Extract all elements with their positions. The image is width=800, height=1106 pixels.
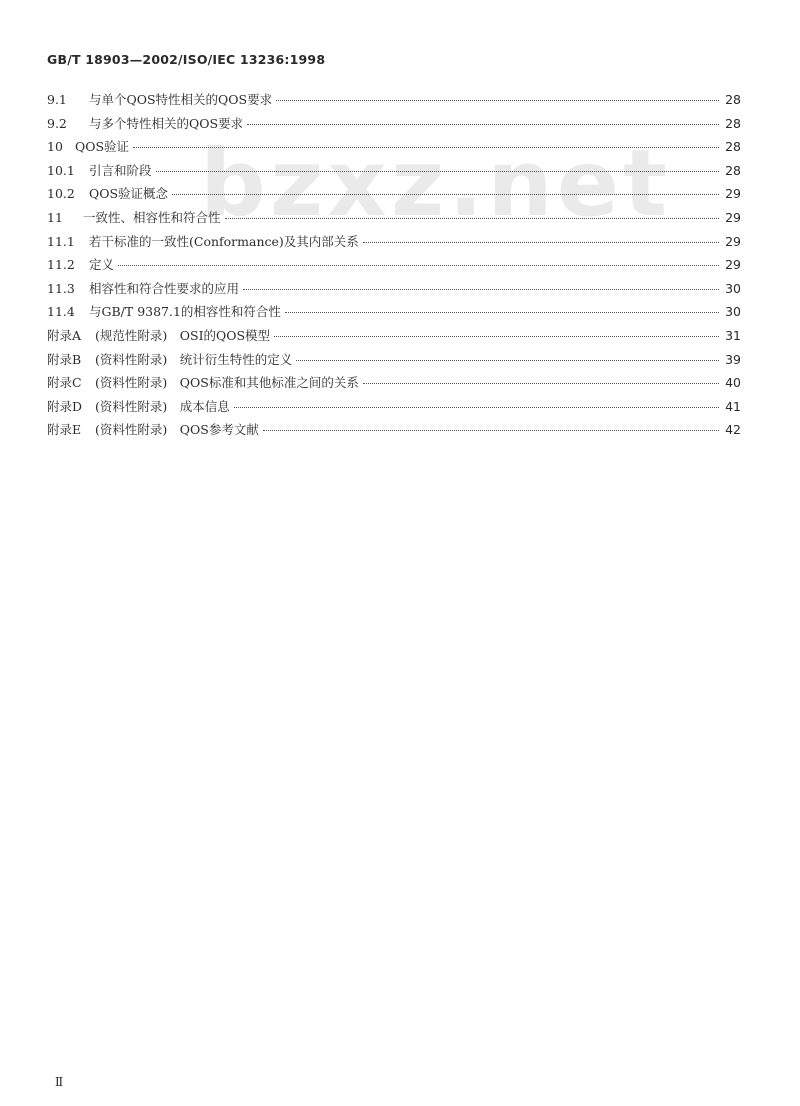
toc-leader bbox=[172, 194, 719, 195]
toc-page: 28 bbox=[725, 139, 741, 155]
toc-entry[interactable] bbox=[47, 161, 741, 185]
toc-entry[interactable] bbox=[47, 350, 741, 374]
toc-entry[interactable] bbox=[47, 326, 741, 350]
toc-leader bbox=[296, 360, 719, 361]
toc-title: 引言和阶段 bbox=[89, 162, 152, 178]
toc-entry[interactable] bbox=[47, 208, 741, 232]
toc-page: 29 bbox=[725, 257, 741, 273]
toc-title: 若干标准的一致性(Conformance)及其内部关系 bbox=[89, 233, 359, 249]
toc-page: 28 bbox=[725, 92, 741, 107]
toc-leader bbox=[363, 383, 719, 384]
toc-number: 11 bbox=[47, 209, 63, 225]
toc-title: (资料性附录) QOS标准和其他标准之间的关系 bbox=[95, 375, 359, 391]
toc-leader bbox=[243, 289, 719, 290]
toc-leader bbox=[234, 407, 719, 408]
toc-entry[interactable] bbox=[47, 373, 741, 397]
toc-leader bbox=[156, 171, 719, 172]
toc-entry[interactable] bbox=[47, 255, 741, 279]
toc-title: (资料性附录) QOS参考文献 bbox=[95, 422, 259, 438]
toc-title: 与GB/T 9387.1的相容性和符合性 bbox=[89, 304, 281, 320]
toc-number: 11.1 bbox=[47, 233, 75, 249]
toc-leader bbox=[118, 265, 719, 266]
toc-title: 与单个QOS特性相关的QOS要求 bbox=[89, 92, 273, 107]
toc-leader bbox=[225, 218, 719, 219]
toc-entry[interactable] bbox=[47, 114, 741, 138]
toc-title: 相容性和符合性要求的应用 bbox=[89, 280, 240, 296]
toc-page: 40 bbox=[725, 375, 741, 391]
page-number: Ⅱ bbox=[55, 1075, 64, 1089]
toc-entry[interactable] bbox=[47, 184, 741, 208]
toc-title: 一致性、相容性和符合性 bbox=[83, 209, 221, 225]
toc-leader bbox=[363, 242, 719, 243]
toc-page: 28 bbox=[725, 162, 741, 178]
toc-leader bbox=[133, 147, 719, 148]
toc-page: 41 bbox=[725, 398, 741, 414]
toc-page: 29 bbox=[725, 233, 741, 249]
toc-page: 29 bbox=[725, 209, 741, 225]
toc-number: 11.4 bbox=[47, 304, 75, 320]
toc-page: 28 bbox=[725, 115, 741, 131]
toc-page: 30 bbox=[725, 304, 741, 320]
toc-page: 42 bbox=[725, 422, 741, 438]
toc-entry[interactable] bbox=[47, 420, 741, 444]
watermark-logo: bzxz.net bbox=[200, 130, 672, 237]
toc-page: 29 bbox=[725, 186, 741, 202]
toc-number: 附录D bbox=[47, 398, 83, 414]
toc-number: 9.2 bbox=[47, 115, 67, 131]
table-of-contents bbox=[47, 90, 741, 444]
toc-number: 附录C bbox=[47, 375, 82, 391]
toc-page: 31 bbox=[725, 327, 741, 343]
toc-title: (规范性附录) OSI的QOS模型 bbox=[95, 327, 271, 343]
toc-leader bbox=[247, 124, 719, 125]
toc-number: 10.2 bbox=[47, 186, 75, 202]
toc-title: (资料性附录) 成本信息 bbox=[95, 398, 230, 414]
toc-number: 附录B bbox=[47, 351, 82, 367]
toc-leader bbox=[274, 336, 719, 337]
toc-title: QOS验证概念 bbox=[89, 186, 169, 202]
toc-entry[interactable] bbox=[47, 232, 741, 256]
toc-page: 39 bbox=[725, 351, 741, 367]
toc-number: 10 bbox=[47, 139, 63, 155]
toc-title: 定义 bbox=[89, 257, 115, 273]
toc-number: 附录E bbox=[47, 422, 82, 438]
toc-number: 附录A bbox=[47, 327, 82, 343]
toc-entry[interactable] bbox=[47, 137, 741, 161]
toc-entry[interactable] bbox=[47, 279, 741, 303]
document-header: GB/T 18903—2002/ISO/IEC 13236:1998 bbox=[47, 52, 326, 67]
toc-number: 10.1 bbox=[47, 162, 75, 178]
toc-title: 与多个特性相关的QOS要求 bbox=[89, 115, 244, 131]
toc-leader bbox=[285, 312, 719, 313]
toc-entry[interactable] bbox=[47, 90, 741, 114]
toc-leader bbox=[276, 100, 719, 101]
toc-number: 11.2 bbox=[47, 257, 75, 273]
toc-number: 11.3 bbox=[47, 280, 75, 296]
toc-title: (资料性附录) 统计衍生特性的定义 bbox=[95, 351, 293, 367]
toc-entry[interactable] bbox=[47, 397, 741, 421]
toc-page: 30 bbox=[725, 280, 741, 296]
toc-title: QOS验证 bbox=[75, 139, 130, 155]
toc-number: 9.1 bbox=[47, 92, 67, 107]
toc-entry[interactable] bbox=[47, 302, 741, 326]
toc-leader bbox=[263, 430, 719, 431]
